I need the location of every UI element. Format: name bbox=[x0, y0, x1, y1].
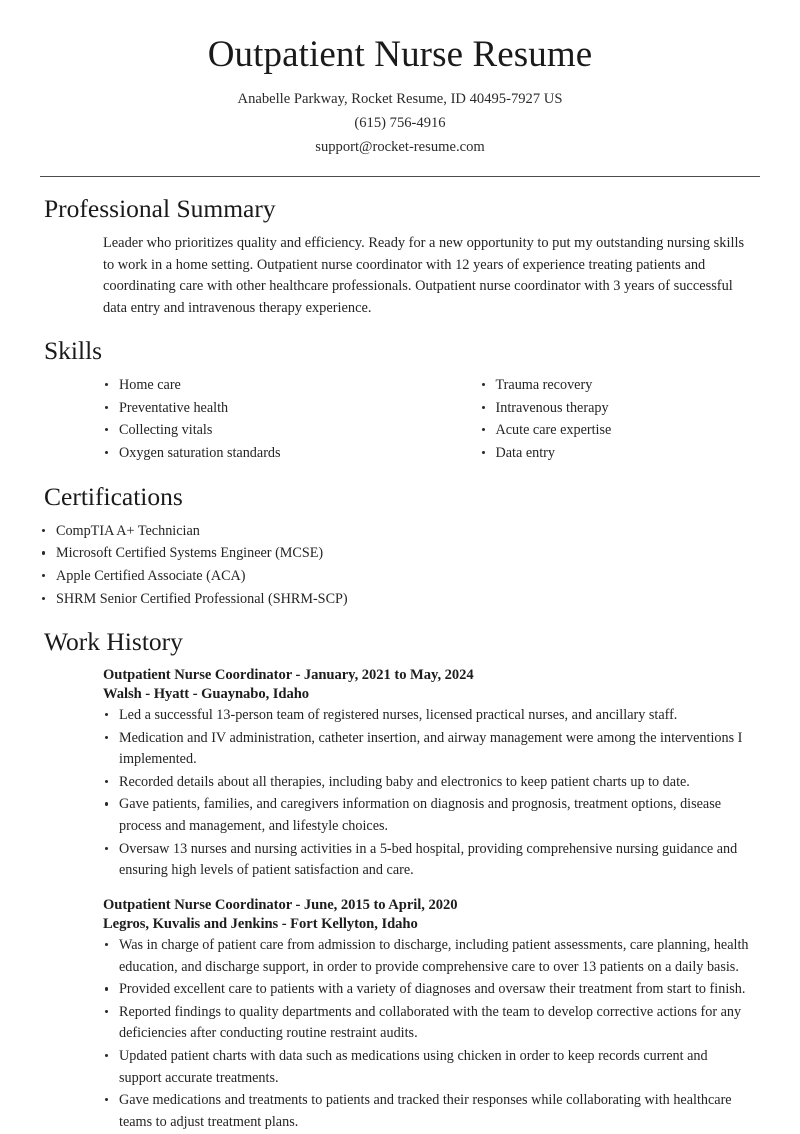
section-certifications bbox=[0, 482, 800, 610]
job-responsibilities bbox=[103, 935, 752, 1133]
contact-email: support@rocket-resume.com bbox=[315, 138, 485, 155]
contact-info bbox=[0, 88, 800, 159]
list-item: Oversaw 13 nurses and nursing activities in a 5-bed hospital, providing comprehensive nursing guidance and ensuring high levels of patient satisfaction and care. bbox=[103, 839, 752, 882]
job-entry bbox=[103, 896, 752, 1134]
list-item: Microsoft Certified Systems Engineer (MCSE) bbox=[40, 543, 760, 565]
resume-header bbox=[0, 0, 800, 159]
job-company: Walsh - Hyatt - Guaynabo, Idaho bbox=[103, 686, 310, 703]
job-entry bbox=[103, 666, 752, 882]
skills-column-right bbox=[428, 375, 753, 465]
skills-column-left bbox=[103, 375, 428, 465]
job-responsibilities bbox=[103, 705, 752, 882]
list-item: Intravenous therapy bbox=[480, 398, 753, 420]
list-item: Updated patient charts with data such as medications using chicken in order to keep records current and support accurate treatments. bbox=[103, 1046, 752, 1089]
job-title: Outpatient Nurse Coordinator - June, 2015 to April, 2020 bbox=[103, 896, 458, 913]
list-item: Provided excellent care to patients with a variety of diagnoses and oversaw their treatment from start to finish. bbox=[103, 979, 752, 1001]
page-title: Outpatient Nurse Resume bbox=[207, 34, 593, 75]
section-professional-summary bbox=[0, 194, 800, 319]
list-item: SHRM Senior Certified Professional (SHRM-SCP) bbox=[40, 589, 760, 611]
list-item: Home care bbox=[103, 375, 428, 397]
list-item: CompTIA A+ Technician bbox=[40, 521, 760, 543]
list-item: Preventative health bbox=[103, 398, 428, 420]
list-item: Trauma recovery bbox=[480, 375, 753, 397]
section-skills bbox=[0, 336, 800, 465]
section-heading-certifications: Certifications bbox=[44, 482, 183, 512]
list-item: Was in charge of patient care from admission to discharge, including patient assessments, care planning, health education, and discharge support, in order to provide comprehensive care to over 13 patients on a daily basis. bbox=[103, 935, 752, 978]
contact-phone: (615) 756-4916 bbox=[354, 115, 446, 132]
contact-address: Anabelle Parkway, Rocket Resume, ID 40495-7927 US bbox=[237, 91, 563, 108]
job-title: Outpatient Nurse Coordinator - January, 2021 to May, 2024 bbox=[103, 666, 474, 683]
summary-body bbox=[40, 233, 760, 319]
section-heading-work-history: Work History bbox=[44, 627, 183, 657]
list-item: Recorded details about all therapies, including baby and electronics to keep patient charts up to date. bbox=[103, 772, 752, 794]
section-work-history bbox=[0, 627, 800, 1133]
skills-list-right bbox=[480, 375, 753, 464]
list-item: Reported findings to quality departments and collaborated with the team to develop corrective actions for any deficiencies after conducting routine restraint audits. bbox=[103, 1002, 752, 1045]
list-item: Medication and IV administration, catheter insertion, and airway management were among the interventions I implemented. bbox=[103, 728, 752, 771]
list-item: Apple Certified Associate (ACA) bbox=[40, 566, 760, 588]
summary-paragraph: Leader who prioritizes quality and efficiency. Ready for a new opportunity to put my outstanding nursing skills to work in a home setting. Outpatient nurse coordinator with 12 years of experience treating patients and coordinating care with other healthcare professionals. Outpatient nurse coordinator with 3 years of successful data entry and intravenous therapy experience. bbox=[103, 234, 745, 316]
list-item: Gave medications and treatments to patients and tracked their responses while collaborating with healthcare teams to adjust treatment plans. bbox=[103, 1090, 752, 1133]
certifications-list bbox=[40, 521, 760, 610]
work-history-entries bbox=[40, 666, 760, 1134]
job-company: Legros, Kuvalis and Jenkins - Fort Kellyton, Idaho bbox=[103, 916, 418, 933]
header-divider bbox=[40, 176, 760, 177]
list-item: Collecting vitals bbox=[103, 420, 428, 442]
list-item: Data entry bbox=[480, 443, 753, 465]
section-heading-summary: Professional Summary bbox=[44, 194, 276, 224]
section-heading-skills: Skills bbox=[44, 336, 103, 366]
list-item: Oxygen saturation standards bbox=[103, 443, 428, 465]
list-item: Gave patients, families, and caregivers information on diagnosis and prognosis, treatment options, disease process and management, and lifestyle choices. bbox=[103, 794, 752, 837]
skills-list-left bbox=[103, 375, 428, 464]
list-item: Acute care expertise bbox=[480, 420, 753, 442]
skills-columns bbox=[40, 375, 760, 465]
list-item: Led a successful 13-person team of registered nurses, licensed practical nurses, and ancillary staff. bbox=[103, 705, 752, 727]
